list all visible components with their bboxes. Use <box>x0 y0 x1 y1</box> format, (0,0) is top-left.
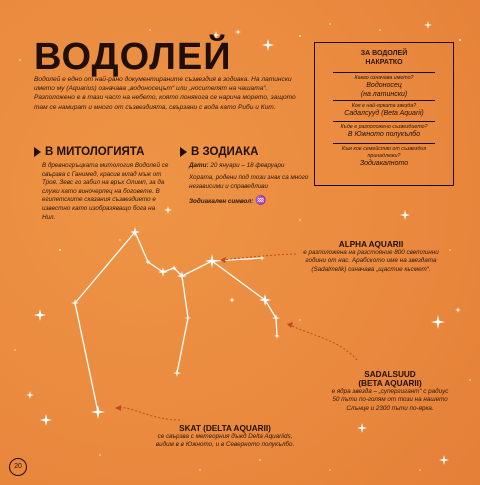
constellation-line <box>212 261 277 336</box>
constellation-line <box>135 232 182 276</box>
star-icon <box>272 314 280 322</box>
arrow-head-icon <box>287 322 293 328</box>
constellation-line <box>177 276 188 373</box>
aquarius-symbol-icon: ♒ <box>255 195 267 205</box>
zodiac-heading: В ЗОДИАКА <box>180 146 258 158</box>
star-icon <box>173 369 181 377</box>
fact-answer: Зодиакалното <box>359 160 409 167</box>
skat-label <box>150 424 300 450</box>
fact-question: Към кое семейство от съзвездия принадлежи? <box>341 146 427 159</box>
star-icon <box>205 254 219 268</box>
zodiac-symbol-row: Зодиакален символ: ♒ <box>189 195 267 205</box>
mythology-text: В древногръцката митология Водолей се свързва с Ганимед, красив млад мъж от Троя. Зевс го забил на връх Олимп, за да служи като виночерпец на боговете. В египетските сказания съзвездието е известно като изобразяващо бога на Нил. <box>42 162 169 221</box>
star-icon <box>185 315 191 321</box>
arrow-line <box>118 408 180 420</box>
star-name: (BETA AQUARII) <box>358 379 422 388</box>
fact-answer: Садалсууд (Beta Aquarii) <box>344 110 424 117</box>
facts-box-title: ЗА ВОДОЛЕЙ НАКРАТКО <box>360 50 408 66</box>
fact-question: Коя е най-ярката звезда? <box>351 103 417 109</box>
zodiac-dates: Дати: 20 януари – 18 февруари <box>189 162 285 169</box>
fact-answer: В Южното полукълбо <box>347 131 421 138</box>
arrow-head-icon <box>115 405 121 411</box>
star-name: SKAT (DELTA AQUARII) <box>179 424 271 433</box>
star-description: се свързва с метеорния дъжд Delta Aquariids, видим в в Южното, и в Северното полукълбо. <box>155 433 295 449</box>
mythology-heading: В МИТОЛОГИЯТА <box>34 146 144 158</box>
alpha-aquarii-label <box>296 240 446 274</box>
star-icon <box>91 405 105 419</box>
arrow-head-icon <box>220 257 226 263</box>
page-number: 20 <box>9 458 27 476</box>
zodiac-people: Хората, родени под този знак са много независими и справедливи <box>189 174 309 190</box>
arrow-line <box>290 325 357 360</box>
star-name: ALPHA AQUARII <box>338 240 404 249</box>
star-description: е разположена на разстояние 800 светлинни години от нас. Арабското име на звездата (Sadalmelik) означава „щастие кьсмет“. <box>303 249 439 273</box>
star-icon <box>274 333 280 339</box>
page-title: ВОДОЛЕЙ <box>34 36 232 78</box>
intro-paragraph: Водолей е едно от най-рано документираните съзвездия в зодиака. На латински името му (Aquarius) означава „водоносецът“ или „носителят на чашата“. Разположено е в тази част на небето, която понякога се нарича морето, защото там се намират и много от съзвездията, свързани с вода като Риби и Кит. <box>34 76 296 111</box>
star-description: е ядра звезда – „супергигант“ с радиус 50 пъти по-голям от този на нашето Слънце и 2300 пъти по-ярка. <box>331 388 449 412</box>
constellation-line <box>75 232 135 412</box>
sadalsuud-label <box>328 370 452 413</box>
star-name: SADALSUUD <box>364 370 416 379</box>
fact-question: Какво означава името? <box>354 75 414 81</box>
star-icon <box>259 294 271 306</box>
fact-question: Къде е разположено съзвездието? <box>340 124 428 130</box>
constellation-line <box>182 261 212 276</box>
constellation-line <box>212 258 262 261</box>
fact-answer: Водоносец (на латински) <box>360 82 408 98</box>
star-icon <box>158 267 168 277</box>
